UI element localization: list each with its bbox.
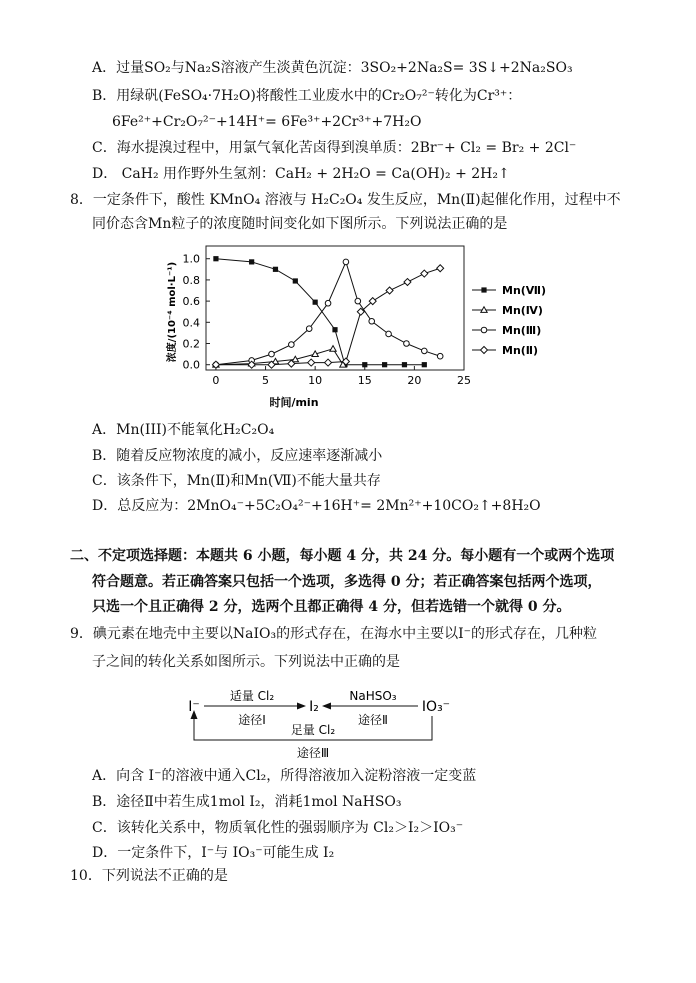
y-tick-label: 0.0 <box>182 358 200 372</box>
y-tick-label: 0.8 <box>182 273 200 287</box>
data-point-square <box>382 362 387 367</box>
q7-option-a: A．过量SO₂与Na₂S溶液产生淡黄色沉淀：3SO₂+2Na₂S= 3S↓+2Na₂SO₃ <box>92 60 573 76</box>
data-point-circle <box>355 298 361 304</box>
data-point-square <box>332 327 337 332</box>
q7-option-c: C．海水提溴过程中，用氯气氧化苦卤得到溴单质：2Br⁻+ Cl₂ = Br₂ + 2Cl⁻ <box>92 140 577 156</box>
path1-arrowhead <box>297 703 306 710</box>
scheme-iodate: IO₃⁻ <box>421 699 451 715</box>
q8-option-d: D．总反应为：2MnO₄⁻+5C₂O₄²⁻+16H⁺= 2Mn²⁺+10CO₂↑+8H₂O <box>92 498 541 514</box>
q8-stem-line1: 8．一定条件下，酸性 KMnO₄ 溶液与 H₂C₂O₄ 发生反应，Mn(Ⅱ)起催化作用，过程中不 <box>70 192 621 208</box>
chart-ylabel: 浓度/(10⁻⁴ mol·L⁻¹) <box>167 261 178 363</box>
x-tick-label: 25 <box>457 374 471 387</box>
series-line-2 <box>216 262 440 365</box>
legend-label: Mn(Ⅱ) <box>502 344 539 357</box>
legend-label: Mn(Ⅳ) <box>502 304 543 317</box>
section2-line1: 二、不定项选择题：本题共 6 小题，每小题 4 分，共 24 分。每小题有一个或两个选项 <box>70 548 615 564</box>
q10-stem: 10．下列说法不正确的是 <box>70 868 228 884</box>
x-tick-label: 10 <box>308 374 323 387</box>
data-point-circle <box>269 351 275 357</box>
data-point-circle <box>404 341 410 347</box>
q9-option-c: C．该转化关系中，物质氧化性的强弱顺序为 Cl₂＞I₂＞IO₃⁻ <box>92 820 464 836</box>
x-tick-label: 5 <box>262 374 270 387</box>
data-point-circle <box>325 300 331 306</box>
q9-option-d: D．一定条件下，I⁻与 IO₃⁻可能生成 I₂ <box>92 845 335 861</box>
data-point-circle <box>306 326 312 332</box>
q8-option-b: B．随着反应物浓度的减小，反应速率逐渐减小 <box>92 448 383 464</box>
q9-option-b: B．途径Ⅱ中若生成1mol I₂，消耗1mol NaHSO₃ <box>92 794 402 810</box>
y-tick-label: 0.2 <box>182 337 200 351</box>
x-tick-label: 0 <box>212 374 220 387</box>
q9-option-a: A．向含 I⁻的溶液中通入Cl₂，所得溶液加入淀粉溶液一定变蓝 <box>92 768 477 784</box>
path2-arrowhead <box>322 703 331 710</box>
data-point-circle <box>369 318 375 324</box>
data-point-square <box>273 267 278 272</box>
data-point-diamond <box>437 265 444 272</box>
data-point-circle <box>289 342 295 348</box>
data-point-triangle <box>330 346 336 352</box>
q9-stem-line1: 9．碘元素在地壳中主要以NaIO₃的形式存在，在海水中主要以I⁻的形式存在，几种粒 <box>70 626 598 642</box>
x-tick-label: 15 <box>357 374 372 387</box>
q7-option-b: B．用绿矾(FeSO₄·7H₂O)将酸性工业废水中的Cr₂O₇²⁻转化为Cr³⁺： <box>92 88 522 104</box>
chart-series <box>212 256 443 368</box>
data-point-square <box>362 362 367 367</box>
data-point-square <box>249 259 254 264</box>
data-point-square <box>313 300 318 305</box>
section2-line3: 只选一个且正确得 2 分，选两个且都正确得 4 分，但若选错一个就得 0 分。 <box>92 599 571 615</box>
chart-xlabel: 时间/min <box>269 396 319 409</box>
data-point-square <box>402 362 407 367</box>
path3-reagent: 足量 Cl₂ <box>290 723 336 737</box>
q8-stem-line2: 同价态含Mn粒子的浓度随时间变化如下图所示。下列说法正确的是 <box>92 216 508 232</box>
data-point-diamond <box>421 270 428 277</box>
data-point-square <box>422 362 427 367</box>
data-point-square <box>293 278 298 283</box>
q7-option-b-equation: 6Fe²⁺+Cr₂O₇²⁻+14H⁺= 6Fe³⁺+2Cr³⁺+7H₂O <box>112 114 422 130</box>
data-point-circle <box>422 348 428 354</box>
y-tick-label: 0.4 <box>182 316 200 330</box>
q8-option-c: C．该条件下，Mn(Ⅱ)和Mn(Ⅶ)不能大量共存 <box>92 473 381 489</box>
q9-stem-line2: 子之间的转化关系如图所示。下列说法中正确的是 <box>92 654 400 670</box>
path2-label: 途径Ⅱ <box>358 713 388 727</box>
mn-concentration-chart <box>158 238 547 410</box>
y-tick-label: 1.0 <box>182 252 200 266</box>
data-point-square <box>213 256 218 261</box>
x-tick-label: 20 <box>407 374 422 387</box>
data-point-diamond <box>325 359 332 366</box>
section2-line2: 符合题意。若正确答案只包括一个选项，多选得 0 分；若正确答案包括两个选项， <box>92 574 602 590</box>
legend-label: Mn(Ⅶ) <box>502 284 547 297</box>
data-point-diamond <box>481 347 488 354</box>
scheme-iodine: I₂ <box>309 699 319 715</box>
data-point-diamond <box>308 359 315 366</box>
data-point-circle <box>386 331 392 337</box>
scheme-iodide: I⁻ <box>188 699 200 715</box>
data-point-circle <box>481 327 487 333</box>
data-point-diamond <box>386 287 393 294</box>
series-line-0 <box>216 259 424 365</box>
data-point-circle <box>437 353 443 359</box>
data-point-square <box>481 287 486 292</box>
path3-label: 途径Ⅲ <box>296 746 330 760</box>
q7-option-d: D． CaH₂ 用作野外生氢剂：CaH₂ + 2H₂O = Ca(OH)₂ + 2H₂↑ <box>92 166 510 182</box>
legend-label: Mn(Ⅲ) <box>502 324 542 337</box>
data-point-circle <box>343 259 349 265</box>
q8-option-a: A．Mn(III)不能氧化H₂C₂O₄ <box>92 422 275 438</box>
path1-label: 途径Ⅰ <box>238 713 266 727</box>
path2-reagent: NaHSO₃ <box>349 689 397 703</box>
data-point-diamond <box>404 279 411 286</box>
y-tick-label: 0.6 <box>182 295 200 309</box>
iodine-conversion-scheme <box>182 680 452 764</box>
chart-legend <box>472 284 546 357</box>
path1-reagent: 适量 Cl₂ <box>229 689 275 703</box>
